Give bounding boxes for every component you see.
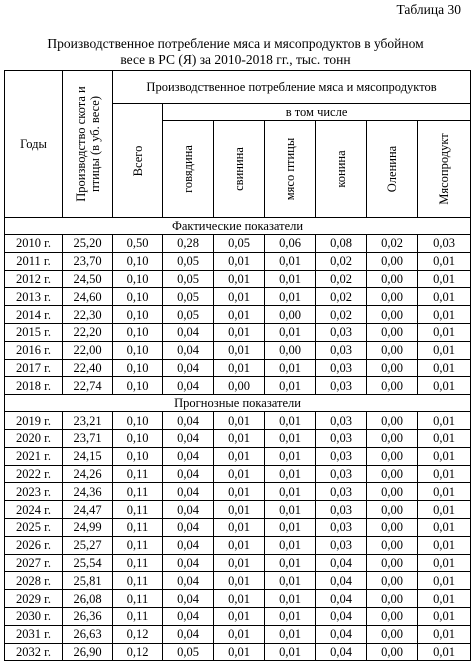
cell-meat-products: 0,01 — [418, 501, 471, 519]
cell-pork: 0,01 — [214, 643, 265, 661]
table-row — [5, 447, 471, 465]
cell-year: 2020 г. — [5, 429, 63, 447]
cell-horse: 0,02 — [316, 252, 367, 270]
table-row — [5, 341, 471, 359]
table-row — [5, 377, 471, 395]
cell-total: 0,10 — [113, 306, 163, 324]
cell-meat-products: 0,01 — [418, 625, 471, 643]
cell-year: 2025 г. — [5, 518, 63, 536]
cell-beef: 0,04 — [163, 323, 214, 341]
cell-meat-products: 0,01 — [418, 447, 471, 465]
table-row — [5, 252, 471, 270]
cell-horse: 0,03 — [316, 447, 367, 465]
cell-production: 24,47 — [63, 501, 113, 519]
cell-poultry: 0,01 — [265, 554, 316, 572]
cell-venison: 0,00 — [367, 429, 418, 447]
header-production-label: Производство скота и птицы (в уб. весе) — [73, 86, 102, 202]
cell-pork: 0,01 — [214, 359, 265, 377]
cell-venison: 0,00 — [367, 590, 418, 608]
cell-year: 2018 г. — [5, 377, 63, 395]
cell-venison: 0,00 — [367, 554, 418, 572]
cell-beef: 0,05 — [163, 643, 214, 661]
cell-venison: 0,00 — [367, 359, 418, 377]
cell-poultry: 0,01 — [265, 536, 316, 554]
cell-total: 0,11 — [113, 572, 163, 590]
header-pork — [214, 121, 265, 218]
cell-poultry: 0,01 — [265, 518, 316, 536]
cell-production: 24,26 — [63, 465, 113, 483]
cell-year: 2015 г. — [5, 323, 63, 341]
cell-beef: 0,04 — [163, 412, 214, 430]
cell-beef: 0,04 — [163, 483, 214, 501]
cell-meat-products: 0,01 — [418, 288, 471, 306]
cell-year: 2022 г. — [5, 465, 63, 483]
cell-venison: 0,00 — [367, 465, 418, 483]
table-row — [5, 483, 471, 501]
cell-meat-products: 0,01 — [418, 465, 471, 483]
cell-production: 24,50 — [63, 270, 113, 288]
cell-total: 0,11 — [113, 607, 163, 625]
header-beef-label: говядина — [181, 145, 195, 193]
cell-total: 0,12 — [113, 625, 163, 643]
cell-pork: 0,01 — [214, 572, 265, 590]
cell-poultry: 0,01 — [265, 572, 316, 590]
table-row — [5, 572, 471, 590]
cell-horse: 0,02 — [316, 306, 367, 324]
cell-poultry: 0,01 — [265, 377, 316, 395]
cell-year: 2019 г. — [5, 412, 63, 430]
cell-horse: 0,03 — [316, 377, 367, 395]
cell-horse: 0,03 — [316, 323, 367, 341]
header-total-label: Всего — [130, 145, 145, 176]
cell-horse: 0,04 — [316, 643, 367, 661]
cell-production: 24,60 — [63, 288, 113, 306]
cell-poultry: 0,00 — [265, 341, 316, 359]
cell-venison: 0,00 — [367, 536, 418, 554]
cell-pork: 0,01 — [214, 306, 265, 324]
cell-total: 0,12 — [113, 643, 163, 661]
cell-year: 2032 г. — [5, 643, 63, 661]
cell-production: 22,40 — [63, 359, 113, 377]
cell-poultry: 0,01 — [265, 412, 316, 430]
cell-poultry: 0,01 — [265, 447, 316, 465]
cell-horse: 0,04 — [316, 572, 367, 590]
cell-total: 0,10 — [113, 429, 163, 447]
table-row — [5, 465, 471, 483]
cell-horse: 0,08 — [316, 235, 367, 253]
cell-production: 24,15 — [63, 447, 113, 465]
cell-year: 2030 г. — [5, 607, 63, 625]
table-row — [5, 518, 471, 536]
cell-venison: 0,00 — [367, 625, 418, 643]
cell-horse: 0,03 — [316, 518, 367, 536]
cell-total: 0,10 — [113, 323, 163, 341]
cell-meat-products: 0,01 — [418, 270, 471, 288]
cell-poultry: 0,01 — [265, 501, 316, 519]
cell-year: 2013 г. — [5, 288, 63, 306]
header-meat-products — [418, 121, 471, 218]
cell-beef: 0,04 — [163, 429, 214, 447]
cell-total: 0,11 — [113, 554, 163, 572]
cell-year: 2023 г. — [5, 483, 63, 501]
cell-horse: 0,02 — [316, 288, 367, 306]
cell-production: 26,08 — [63, 590, 113, 608]
cell-total: 0,50 — [113, 235, 163, 253]
cell-year: 2017 г. — [5, 359, 63, 377]
cell-year: 2027 г. — [5, 554, 63, 572]
cell-venison: 0,00 — [367, 270, 418, 288]
table-row — [5, 536, 471, 554]
table-row — [5, 288, 471, 306]
cell-beef: 0,05 — [163, 270, 214, 288]
cell-total: 0,10 — [113, 252, 163, 270]
cell-pork: 0,01 — [214, 288, 265, 306]
table-row — [5, 235, 471, 253]
cell-total: 0,10 — [113, 270, 163, 288]
cell-poultry: 0,01 — [265, 625, 316, 643]
cell-meat-products: 0,01 — [418, 590, 471, 608]
cell-production: 24,99 — [63, 518, 113, 536]
cell-meat-products: 0,01 — [418, 252, 471, 270]
cell-pork: 0,01 — [214, 323, 265, 341]
cell-production: 23,21 — [63, 412, 113, 430]
cell-venison: 0,00 — [367, 572, 418, 590]
cell-venison: 0,00 — [367, 501, 418, 519]
cell-total: 0,10 — [113, 288, 163, 306]
cell-poultry: 0,01 — [265, 607, 316, 625]
cell-pork: 0,00 — [214, 377, 265, 395]
cell-horse: 0,03 — [316, 536, 367, 554]
cell-horse: 0,03 — [316, 501, 367, 519]
cell-production: 26,36 — [63, 607, 113, 625]
cell-pork: 0,01 — [214, 518, 265, 536]
cell-poultry: 0,01 — [265, 288, 316, 306]
cell-production: 23,70 — [63, 252, 113, 270]
cell-poultry: 0,01 — [265, 590, 316, 608]
cell-production: 24,36 — [63, 483, 113, 501]
cell-total: 0,10 — [113, 341, 163, 359]
table-row — [5, 359, 471, 377]
cell-pork: 0,01 — [214, 501, 265, 519]
cell-meat-products: 0,01 — [418, 643, 471, 661]
cell-horse: 0,04 — [316, 590, 367, 608]
cell-poultry: 0,01 — [265, 323, 316, 341]
cell-beef: 0,04 — [163, 465, 214, 483]
cell-pork: 0,01 — [214, 447, 265, 465]
cell-poultry: 0,01 — [265, 483, 316, 501]
table-row — [5, 429, 471, 447]
cell-poultry: 0,01 — [265, 465, 316, 483]
cell-total: 0,10 — [113, 412, 163, 430]
cell-total: 0,10 — [113, 359, 163, 377]
cell-production: 26,90 — [63, 643, 113, 661]
cell-meat-products: 0,01 — [418, 536, 471, 554]
cell-production: 23,71 — [63, 429, 113, 447]
caption-line-1: Производственное потребление мяса и мясопродуктов в убойном — [47, 36, 424, 51]
cell-horse: 0,03 — [316, 412, 367, 430]
header-poultry-label: мясо птицы — [283, 137, 297, 201]
cell-poultry: 0,01 — [265, 643, 316, 661]
header-venison — [367, 121, 418, 218]
cell-total: 0,11 — [113, 536, 163, 554]
cell-pork: 0,01 — [214, 536, 265, 554]
cell-meat-products: 0,01 — [418, 429, 471, 447]
cell-total: 0,11 — [113, 518, 163, 536]
cell-production: 25,81 — [63, 572, 113, 590]
cell-venison: 0,00 — [367, 518, 418, 536]
cell-venison: 0,00 — [367, 288, 418, 306]
cell-poultry: 0,01 — [265, 429, 316, 447]
cell-horse: 0,04 — [316, 607, 367, 625]
header-production — [63, 71, 113, 218]
cell-pork: 0,05 — [214, 235, 265, 253]
cell-pork: 0,01 — [214, 483, 265, 501]
cell-horse: 0,03 — [316, 465, 367, 483]
cell-poultry: 0,06 — [265, 235, 316, 253]
cell-year: 2010 г. — [5, 235, 63, 253]
header-pork-label: свинина — [232, 147, 246, 191]
cell-beef: 0,05 — [163, 306, 214, 324]
cell-year: 2016 г. — [5, 341, 63, 359]
table-row — [5, 306, 471, 324]
header-consumption: Производственное потребление мяса и мясопродуктов — [113, 71, 471, 104]
cell-horse: 0,03 — [316, 483, 367, 501]
header-meat-products-label: Мясопродукт — [437, 133, 452, 205]
table-row — [5, 554, 471, 572]
cell-production: 25,54 — [63, 554, 113, 572]
cell-beef: 0,04 — [163, 501, 214, 519]
cell-pork: 0,01 — [214, 465, 265, 483]
cell-year: 2031 г. — [5, 625, 63, 643]
cell-production: 22,00 — [63, 341, 113, 359]
cell-beef: 0,04 — [163, 377, 214, 395]
header-poultry — [265, 121, 316, 218]
cell-year: 2021 г. — [5, 447, 63, 465]
cell-horse: 0,02 — [316, 270, 367, 288]
cell-pork: 0,01 — [214, 341, 265, 359]
cell-meat-products: 0,01 — [418, 518, 471, 536]
cell-meat-products: 0,01 — [418, 412, 471, 430]
cell-meat-products: 0,01 — [418, 306, 471, 324]
cell-venison: 0,00 — [367, 377, 418, 395]
cell-beef: 0,04 — [163, 518, 214, 536]
table-row — [5, 501, 471, 519]
meat-consumption-table — [4, 70, 471, 661]
table-row — [5, 323, 471, 341]
cell-production: 22,74 — [63, 377, 113, 395]
cell-beef: 0,05 — [163, 288, 214, 306]
header-horse-label: конина — [334, 150, 348, 188]
table-header — [5, 71, 471, 218]
cell-beef: 0,04 — [163, 359, 214, 377]
cell-beef: 0,04 — [163, 607, 214, 625]
cell-meat-products: 0,01 — [418, 323, 471, 341]
cell-year: 2014 г. — [5, 306, 63, 324]
cell-horse: 0,03 — [316, 429, 367, 447]
cell-horse: 0,03 — [316, 359, 367, 377]
cell-venison: 0,00 — [367, 323, 418, 341]
cell-pork: 0,01 — [214, 607, 265, 625]
cell-pork: 0,01 — [214, 590, 265, 608]
cell-venison: 0,00 — [367, 643, 418, 661]
cell-total: 0,10 — [113, 377, 163, 395]
cell-year: 2012 г. — [5, 270, 63, 288]
cell-venison: 0,00 — [367, 483, 418, 501]
cell-beef: 0,04 — [163, 447, 214, 465]
section-actual: Фактические показатели — [5, 218, 471, 235]
cell-pork: 0,01 — [214, 554, 265, 572]
table-row — [5, 643, 471, 661]
cell-total: 0,11 — [113, 590, 163, 608]
cell-venison: 0,00 — [367, 306, 418, 324]
cell-poultry: 0,00 — [265, 306, 316, 324]
cell-year: 2026 г. — [5, 536, 63, 554]
cell-venison: 0,02 — [367, 235, 418, 253]
cell-beef: 0,04 — [163, 554, 214, 572]
cell-total: 0,11 — [113, 465, 163, 483]
cell-beef: 0,04 — [163, 536, 214, 554]
cell-total: 0,11 — [113, 483, 163, 501]
cell-beef: 0,28 — [163, 235, 214, 253]
table-row — [5, 412, 471, 430]
cell-poultry: 0,01 — [265, 252, 316, 270]
cell-poultry: 0,01 — [265, 270, 316, 288]
cell-poultry: 0,01 — [265, 359, 316, 377]
cell-total: 0,10 — [113, 447, 163, 465]
cell-pork: 0,01 — [214, 270, 265, 288]
cell-horse: 0,04 — [316, 554, 367, 572]
cell-meat-products: 0,01 — [418, 572, 471, 590]
cell-beef: 0,04 — [163, 625, 214, 643]
header-horse — [316, 121, 367, 218]
cell-meat-products: 0,01 — [418, 554, 471, 572]
table-row — [5, 590, 471, 608]
cell-total: 0,11 — [113, 501, 163, 519]
header-including: в том числе — [163, 104, 471, 121]
cell-production: 25,27 — [63, 536, 113, 554]
cell-beef: 0,04 — [163, 341, 214, 359]
cell-meat-products: 0,01 — [418, 377, 471, 395]
cell-beef: 0,04 — [163, 590, 214, 608]
cell-meat-products: 0,03 — [418, 235, 471, 253]
header-years: Годы — [5, 71, 63, 218]
cell-meat-products: 0,01 — [418, 359, 471, 377]
cell-venison: 0,00 — [367, 252, 418, 270]
caption-line-2: весе в РС (Я) за 2010-2018 гг., тыс. тонн — [120, 52, 351, 67]
table-row — [5, 607, 471, 625]
cell-meat-products: 0,01 — [418, 483, 471, 501]
table-number-label: Таблица 30 — [396, 2, 461, 17]
table-body — [5, 218, 471, 661]
cell-year: 2011 г. — [5, 252, 63, 270]
cell-horse: 0,04 — [316, 625, 367, 643]
cell-venison: 0,00 — [367, 412, 418, 430]
cell-production: 26,63 — [63, 625, 113, 643]
cell-meat-products: 0,01 — [418, 341, 471, 359]
cell-production: 22,20 — [63, 323, 113, 341]
cell-venison: 0,00 — [367, 607, 418, 625]
cell-horse: 0,03 — [316, 341, 367, 359]
cell-year: 2024 г. — [5, 501, 63, 519]
header-total — [113, 104, 163, 218]
header-venison-label: Оленина — [385, 145, 399, 193]
section-forecast: Прогнозные показатели — [5, 395, 471, 412]
cell-year: 2028 г. — [5, 572, 63, 590]
cell-pork: 0,01 — [214, 429, 265, 447]
cell-production: 22,30 — [63, 306, 113, 324]
cell-production: 25,20 — [63, 235, 113, 253]
table-row — [5, 625, 471, 643]
table-caption — [0, 36, 471, 68]
cell-beef: 0,04 — [163, 572, 214, 590]
cell-venison: 0,00 — [367, 447, 418, 465]
cell-pork: 0,01 — [214, 625, 265, 643]
cell-pork: 0,01 — [214, 412, 265, 430]
cell-year: 2029 г. — [5, 590, 63, 608]
cell-beef: 0,05 — [163, 252, 214, 270]
cell-venison: 0,00 — [367, 341, 418, 359]
header-beef — [163, 121, 214, 218]
cell-pork: 0,01 — [214, 252, 265, 270]
table-row — [5, 270, 471, 288]
cell-meat-products: 0,01 — [418, 607, 471, 625]
